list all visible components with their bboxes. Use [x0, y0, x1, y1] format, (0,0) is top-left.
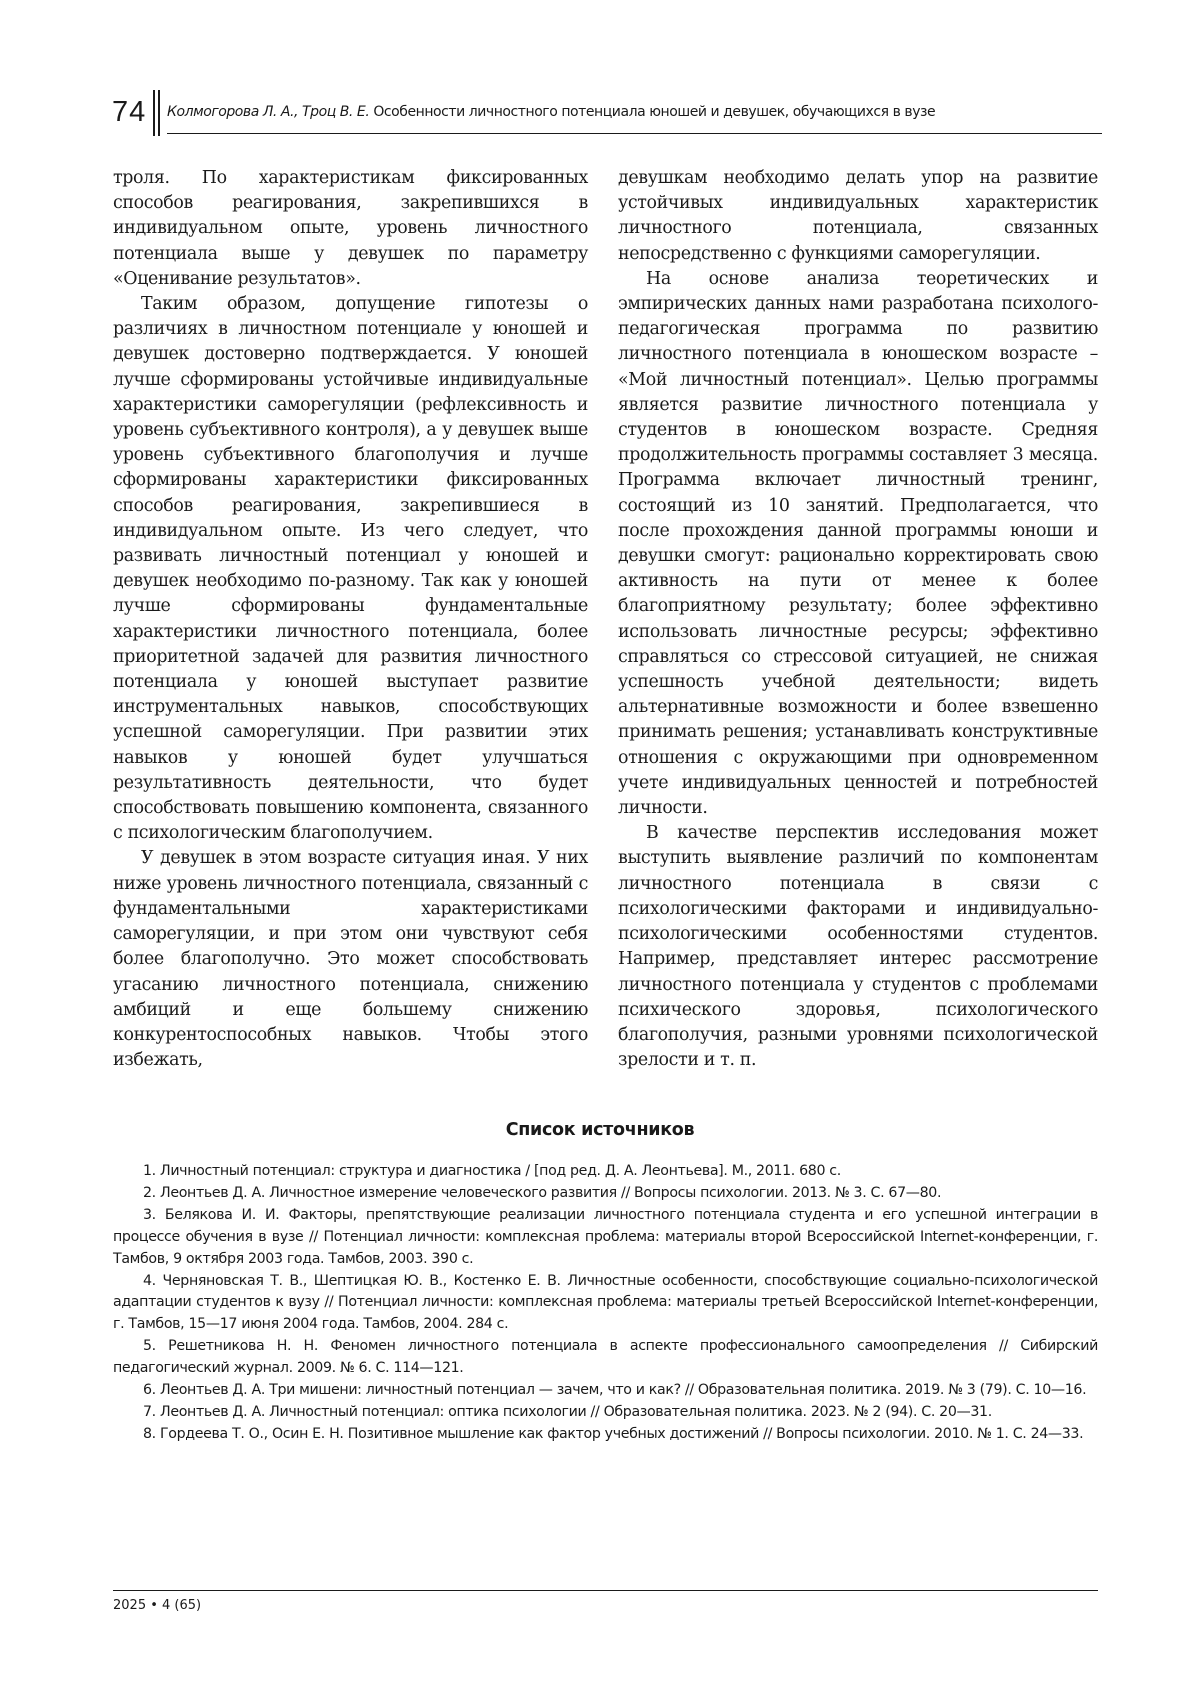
- header-divider: [153, 90, 155, 136]
- reference-item: 7. Леонтьев Д. А. Личностный потенциал: оптика психологии // Образовательная политика. 2023. № 2 (94). С. 20—31.: [143, 1403, 992, 1420]
- header-citation: [167, 104, 935, 120]
- reference-item: 8. Гордеева Т. О., Осин Е. Н. Позитивное мышление как фактор учебных достижений // Вопросы психологии. 2010. № 1. С. 24—33.: [143, 1425, 1084, 1442]
- header-authors: Колмогорова Л. А., Троц В. Е.: [167, 104, 370, 120]
- paragraph: Таким образом, допущение гипотезы о различиях в личностном потенциале у юношей и девушек достоверно подтверждается. У юношей лучше сформированы устойчивые индивидуальные характеристики саморегуляции (рефлексивность и уровень субъективного контроля), а у девушек выше уровень субъективного благополучия и лучше сформированы характеристики фиксированных способов реагирования, закрепившиеся в индивидуальном опыте. Из чего следует, что развивать личностный потенциал у юношей и девушек необходимо по-разному. Так как у юношей лучше сформированы фундаментальные характеристики личностного потенциала, более приоритетной задачей для развития личностного потенциала у юношей выступает развитие инструментальных навыков, способствующих успешной саморегуляции. При развитии этих навыков у юношей будет улучшаться результативность деятельности, что будет способствовать повышению компонента, связанного с психологическим благополучием.: [113, 294, 588, 844]
- paragraph: У девушек в этом возрасте ситуация иная. У них ниже уровень личностного потенциала, связанный с фундаментальными характеристиками саморегуляции, и при этом они чувствуют себя более благополучно. Это может способствовать угасанию личностного потенциала, снижению амбиций и еще большему снижению конкурентоспособных навыков. Чтобы этого избежать,: [113, 848, 588, 1071]
- reference-item: 3. Белякова И. И. Факторы, препятствующие реализации личностного потенциала студента и его успешной интеграции в процессе обучения в вузе // Потенциал личности: комплексная проблема: материалы второй Всероссийской Internet-конференции, г. Тамбов, 9 октября 2003 года. Тамбов, 2003. 390 с.: [113, 1206, 1098, 1267]
- header-rule: [167, 133, 1102, 134]
- reference-item: 2. Леонтьев Д. А. Личностное измерение человеческого развития // Вопросы психологии. 2013. № 3. С. 67—80.: [143, 1184, 942, 1201]
- issue-label: 2025 • 4 (65): [113, 1598, 202, 1613]
- paragraph: троля. По характеристикам фиксированных способов реагирования, закрепившихся в индивидуальном опыте, уровень личностного потенциала выше у девушек по параметру «Оценивание результатов».: [113, 168, 588, 289]
- reference-item: 5. Решетникова Н. Н. Феномен личностного потенциала в аспекте профессионального самоопределения // Сибирский педагогический журнал. 2009. № 6. С. 114—121.: [113, 1338, 1098, 1377]
- footer-rule: [113, 1590, 1098, 1591]
- left-column: [113, 166, 588, 1073]
- reference-item: 4. Черняновская Т. В., Шептицкая Ю. В., Костенко Е. В. Личностные особенности, способствующие социально-психологической адаптации студентов к вузу // Потенциал личности: комплексная проблема: материалы третьей Всероссийской Internet-конференции, г. Тамбов, 15—17 июня 2004 года. Тамбов, 2004. 284 с.: [113, 1272, 1098, 1333]
- paragraph: девушкам необходимо делать упор на развитие устойчивых индивидуальных характеристик личностного потенциала, связанных непосредственно с функциями саморегуляции.: [618, 168, 1098, 264]
- running-header: [112, 90, 1102, 134]
- right-column: [618, 166, 1098, 1073]
- reference-item: 1. Личностный потенциал: структура и диагностика / [под ред. Д. А. Леонтьева]. М., 2011. 680 с.: [143, 1163, 841, 1179]
- header-title: Особенности личностного потенциала юношей и девушек, обучающихся в вузе: [373, 104, 936, 120]
- page-number: 74: [112, 96, 147, 128]
- paragraph: В качестве перспектив исследования может выступить выявление различий по компонентам личностного потенциала в связи с психологическими факторами и индивидуально-психологическими особенностями студентов. Например, представляет интерес рассмотрение личностного потенциала у студентов с проблемами психического здоровья, психологического благополучия, разными уровнями психологической зрелости и т. п.: [618, 823, 1098, 1071]
- reference-item: 6. Леонтьев Д. А. Три мишени: личностный потенциал — зачем, что и как? // Образовательная политика. 2019. № 3 (79). С. 10—16.: [143, 1382, 1087, 1399]
- paragraph: На основе анализа теоретических и эмпирических данных нами разработана психолого-педагогическая программа по развитию личностного потенциала в юношеском возрасте – «Мой личностный потенциал». Целью программы является развитие личностного потенциала у студентов в юношеском возрасте. Средняя продолжительность программы составляет 3 месяца. Программа включает личностный тренинг, состоящий из 10 занятий. Предполагается, что после прохождения данной программы юноши и девушки смогут: рационально корректировать свою активность на пути от менее к более благоприятному результату; более эффективно использовать личностные ресурсы; эффективно справляться со стрессовой ситуацией, не снижая успешность учебной деятельности; видеть альтернативные возможности и более взвешенно принимать решения; устанавливать конструктивные отношения с окружающими при одновременном учете индивидуальных ценностей и потребностей личности.: [618, 268, 1098, 819]
- header-divider: [158, 90, 160, 136]
- references-list: [113, 1161, 1098, 1446]
- references-title: Список источников: [505, 1120, 695, 1140]
